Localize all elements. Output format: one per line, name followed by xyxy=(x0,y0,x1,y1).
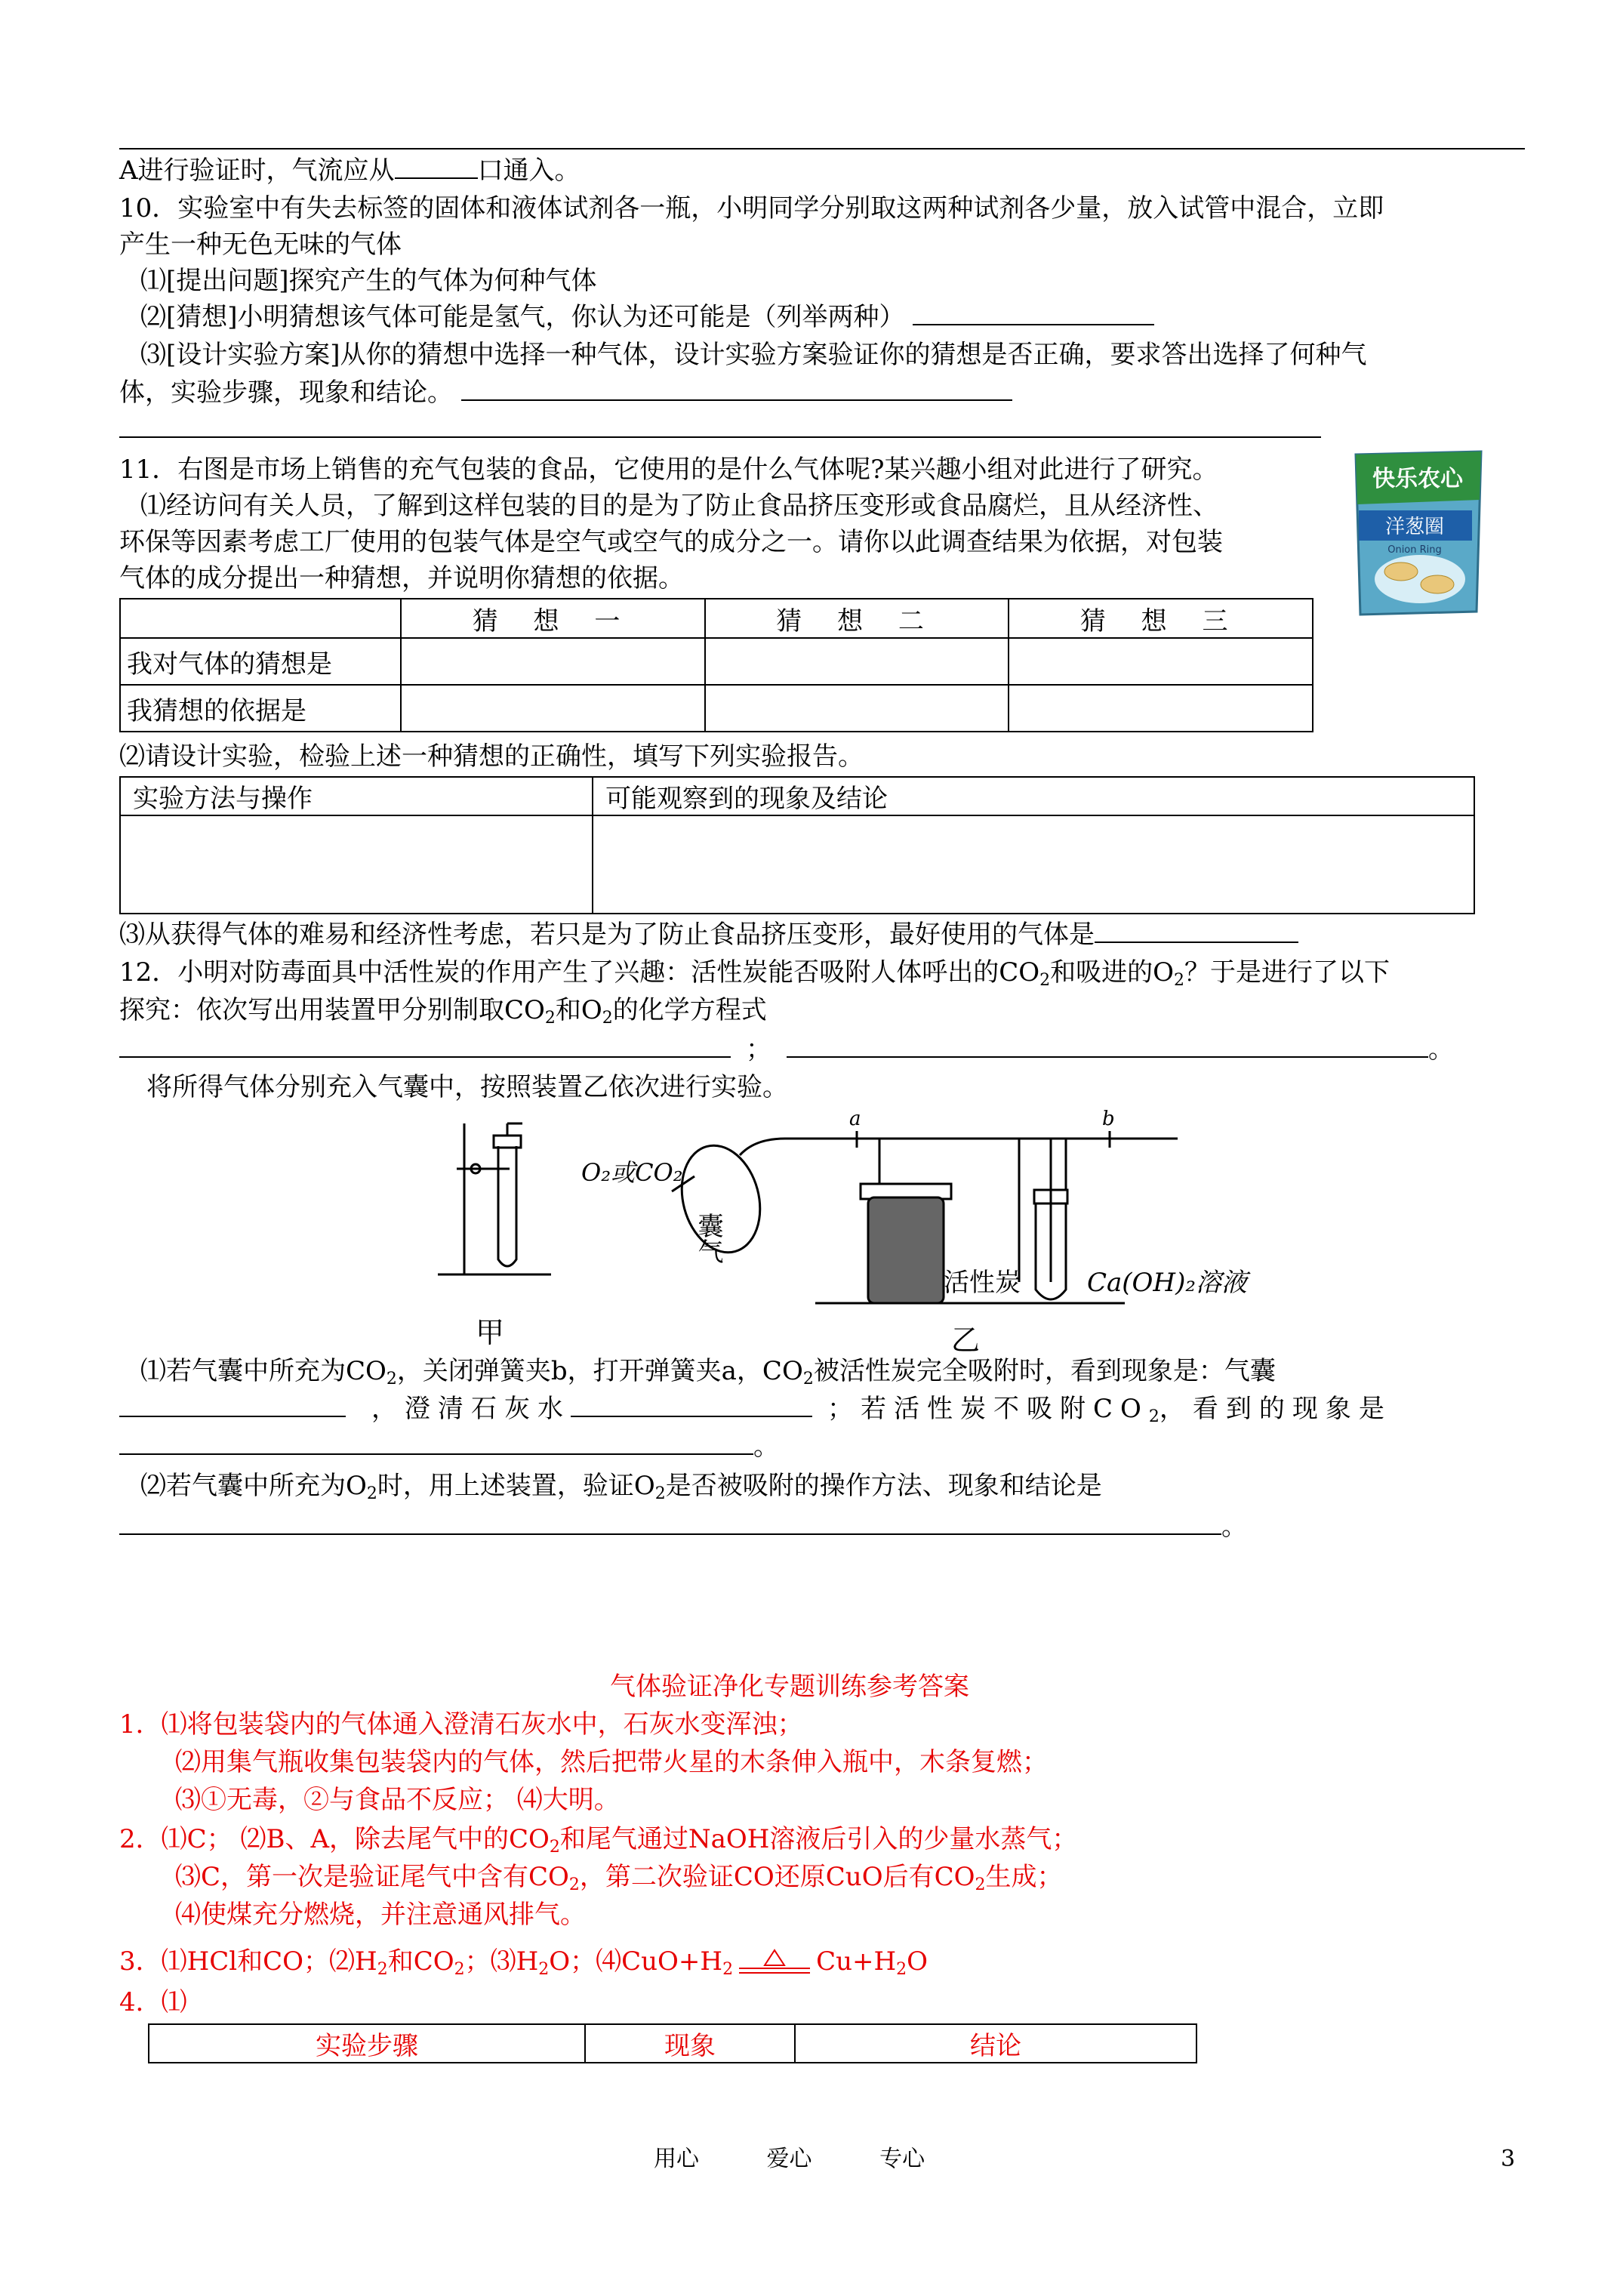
answer-blank[interactable] xyxy=(461,377,1012,401)
answer-blank[interactable] xyxy=(787,1034,1428,1058)
answer-1-line2: ⑵用集气瓶收集包装袋内的气体，然后把带火星的木条伸入瓶中，木条复燃； xyxy=(175,1747,1048,1777)
q12-line3: ； 。 xyxy=(119,1033,1454,1066)
q10-line1: 10．实验室中有失去标签的固体和液体试剂各一瓶，小明同学分别取这两种试剂各少量，放入试管中混合，立即 xyxy=(119,193,1384,223)
q9-tail: A进行验证时，气流应从 口通入。 xyxy=(119,156,581,186)
q11-p1c: 气体的成分提出一种猜想，并说明你猜想的依据。 xyxy=(119,563,684,593)
apparatus-figure xyxy=(423,1108,1283,1365)
answer-2-line1: 2．⑴C； ⑵B、A，除去尾气中的$CO_2$和尾气通过NaOH溶液后引入的少量水蒸气； xyxy=(119,1824,1078,1857)
basis-cell[interactable] xyxy=(401,685,705,732)
q11-line1: 11．右图是市场上销售的充气包装的食品，它使用的是什么气体呢?某兴趣小组对此进行了研究。 xyxy=(119,455,1218,485)
answer-4-header-phenomenon: 现象 xyxy=(585,2024,795,2063)
q12-p1-line2: ，澄清石灰水 ；若活性炭不吸附$CO_2$，看到的现象是 xyxy=(119,1392,1392,1425)
q11-p1b: 环保等因素考虑工厂使用的包装气体是空气或空气的成分之一。请你以此调查结果为依据，对包装 xyxy=(119,527,1223,557)
q12-line2: 探究：依次写出用装置甲分别制取$CO_2$和$O_2$的化学方程式 xyxy=(119,995,767,1028)
bag-subtitle: Onion Ring xyxy=(1387,544,1442,556)
gas-label: O₂或CO₂ xyxy=(581,1158,683,1187)
q12-line1: 12．小明对防毒面具中活性炭的作用产生了兴趣：活性炭能否吸附人体呼出的$CO_2$和吸进的$O_2$？于是进行了以下 xyxy=(119,957,1390,990)
report-cell[interactable] xyxy=(120,815,593,914)
answer-blank[interactable] xyxy=(571,1393,812,1417)
guess-cell[interactable] xyxy=(705,638,1009,685)
q12-p2-line2: 。 xyxy=(119,1510,1247,1543)
answer-1-line1: 1．⑴将包装袋内的气体通入澄清石灰水中，石灰水变浑浊； xyxy=(119,1709,803,1740)
q11-p2: ⑵请设计实验，检验上述一种猜想的正确性，填写下列实验报告。 xyxy=(119,741,864,772)
guess-header-1: 猜 想 一 xyxy=(401,599,705,638)
guess-header-3: 猜 想 三 xyxy=(1009,599,1313,638)
q10-p3a: ⑶[设计实验方案]从你的猜想中选择一种气体，设计实验方案验证你的猜想是否正确，要求答出选择了何种气 xyxy=(140,340,1367,370)
q12-p2-line1: ⑵若气囊中所充为$O_2$时，用上述装置，验证$O_2$是否被吸附的操作方法、现象和结论是 xyxy=(140,1471,1102,1503)
q12-p1-line3: 。 xyxy=(119,1430,779,1463)
q12-line4: 将所得气体分别充入气囊中，按照装置乙依次进行实验。 xyxy=(146,1072,788,1102)
basis-cell[interactable] xyxy=(1009,685,1313,732)
answer-4-header-steps: 实验步骤 xyxy=(149,2024,585,2063)
guess-row-label: 我对气体的猜想是 xyxy=(120,638,401,685)
answer-1-line3: ⑶①无毒，②与食品不反应； ⑷大明。 xyxy=(175,1785,620,1815)
answer-blank[interactable] xyxy=(395,155,478,179)
q11-p1a: ⑴经访问有关人员，了解到这样包装的目的是为了防止食品挤压变形或食品腐烂，且从经济性、 xyxy=(140,491,1218,521)
answer-4-table xyxy=(148,2023,1197,2063)
answer-blank[interactable] xyxy=(119,1431,753,1455)
answer-4-header-conclusion: 结论 xyxy=(795,2024,1196,2063)
answer-4: 4．⑴ xyxy=(119,1987,187,2017)
bag-label: 囊气 xyxy=(693,1213,723,1264)
header-rule xyxy=(119,148,1525,149)
report-table xyxy=(119,776,1475,914)
clip-a: a xyxy=(849,1108,861,1130)
heat-symbol xyxy=(733,1952,816,1974)
bag-brand: 快乐农心 xyxy=(1372,466,1463,492)
basis-cell[interactable] xyxy=(705,685,1009,732)
q12-p1-line1: ⑴若气囊中所充为$CO_2$，关闭弹簧夹b，打开弹簧夹a，$CO_2$被活性炭完全吸附时，看到现象是：气囊 xyxy=(140,1356,1276,1388)
guess-table xyxy=(119,598,1313,732)
q10-p3b: 体，实验步骤，现象和结论。 xyxy=(119,376,1012,409)
q10-p1: ⑴[提出问题]探究产生的气体为何种气体 xyxy=(140,266,597,296)
label-yi: 乙 xyxy=(951,1324,981,1357)
bag-product: 洋葱圈 xyxy=(1384,516,1445,538)
q10-p2: ⑵[猜想]小明猜想该气体可能是氢气，你认为还可能是（列举两种） xyxy=(140,300,1154,334)
carbon-label: 活性炭 xyxy=(944,1268,1021,1298)
apparatus-jia xyxy=(438,1123,551,1274)
report-cell[interactable] xyxy=(593,815,1474,914)
answer-blank[interactable] xyxy=(119,1511,1221,1535)
guess-cell[interactable] xyxy=(401,638,705,685)
snack-bag-image xyxy=(1348,447,1489,618)
answers-title: 气体验证净化专题训练参考答案 xyxy=(610,1672,969,1702)
guess-header-blank xyxy=(120,599,401,638)
answer-3: 3．⑴HCl和CO；$⑵H_2$和$CO_2$；$⑶H_2O$；$⑷CuO+H_2$ $Cu+H_2O$ xyxy=(119,1946,929,1979)
report-header-method: 实验方法与操作 xyxy=(120,777,593,815)
answer-2-line2: ⑶C，第一次是验证尾气中含有$CO_2$，第二次验证CO还原CuO后有$CO_2$生成； xyxy=(175,1862,1063,1894)
q11-p3: ⑶从获得气体的难易和经济性考虑，若只是为了防止食品挤压变形，最好使用的气体是 xyxy=(119,918,1298,951)
guess-cell[interactable] xyxy=(1009,638,1313,685)
q10-line2: 产生一种无色无味的气体 xyxy=(119,230,402,260)
page-number: 3 xyxy=(1501,2146,1516,2172)
answer-blank[interactable] xyxy=(913,301,1154,325)
clip-b: b xyxy=(1102,1108,1115,1130)
solution-label: Ca(OH)₂溶液 xyxy=(1087,1268,1247,1298)
label-jia: 甲 xyxy=(476,1316,505,1349)
guess-header-2: 猜 想 二 xyxy=(705,599,1009,638)
report-header-result: 可能观察到的现象及结论 xyxy=(593,777,1474,815)
limewater-tube xyxy=(1034,1139,1067,1299)
answer-blank[interactable] xyxy=(119,1393,346,1417)
footer-motto: 用心 爱心 专心 xyxy=(654,2146,925,2172)
answer-line[interactable] xyxy=(119,436,1321,438)
guess-row-label: 我猜想的依据是 xyxy=(120,685,401,732)
answer-2-line3: ⑷使煤充分燃烧，并注意通风排气。 xyxy=(175,1900,586,1930)
answer-blank[interactable] xyxy=(119,1034,731,1058)
answer-blank[interactable] xyxy=(1095,919,1298,943)
